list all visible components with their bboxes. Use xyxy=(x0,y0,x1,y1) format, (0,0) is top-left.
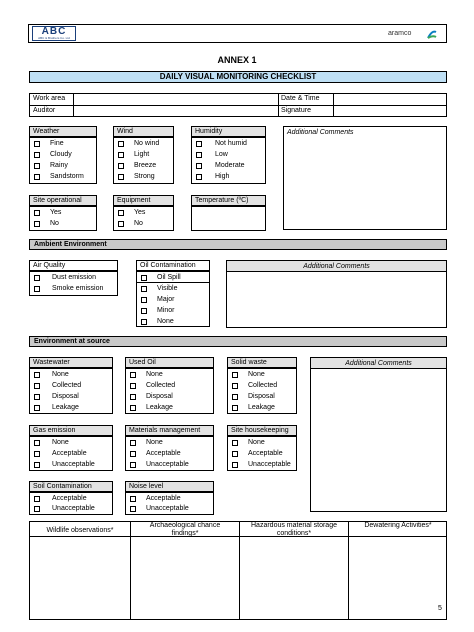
dewatering-activities-field[interactable] xyxy=(349,537,446,619)
smoke-emission-checkbox[interactable] xyxy=(34,286,40,292)
auditor-label: Auditor xyxy=(33,107,56,114)
equipment-group xyxy=(113,206,174,231)
wastewater-group xyxy=(29,368,113,414)
logo-text: ABC xyxy=(41,26,67,37)
wildlife-observations-field[interactable] xyxy=(30,537,130,619)
wind-strong-checkbox[interactable] xyxy=(118,174,124,180)
used-oil-collected-checkbox[interactable] xyxy=(130,383,136,389)
oil-spill-label: Oil Spill xyxy=(157,274,181,281)
used-oil-disposal-label: Disposal xyxy=(146,393,173,400)
humidity-high-checkbox[interactable] xyxy=(196,174,202,180)
smoke-emission-label: Smoke emission xyxy=(52,285,104,292)
gas-unacceptable-checkbox[interactable] xyxy=(34,462,40,468)
soil-unacceptable-label: Unacceptable xyxy=(52,505,95,512)
housekeeping-none-checkbox[interactable] xyxy=(232,440,238,446)
additional-comments-weather[interactable] xyxy=(283,126,447,230)
materials-acceptable-label: Acceptable xyxy=(146,450,181,457)
wastewater-header: Wastewater xyxy=(29,357,113,368)
materials-unacceptable-label: Unacceptable xyxy=(146,461,189,468)
work-area-field[interactable] xyxy=(74,94,278,105)
site-operational-header: Site operational xyxy=(29,195,97,206)
humidity-low-label: Low xyxy=(215,151,228,158)
solid-waste-disposal-label: Disposal xyxy=(248,393,275,400)
materials-management-group xyxy=(125,436,214,471)
materials-none-checkbox[interactable] xyxy=(130,440,136,446)
page-header xyxy=(28,24,447,43)
oil-major-label: Major xyxy=(157,296,175,303)
humidity-moderate-checkbox[interactable] xyxy=(196,163,202,169)
used-oil-disposal-checkbox[interactable] xyxy=(130,394,136,400)
auditor-field[interactable] xyxy=(74,106,278,117)
weather-fine-checkbox[interactable] xyxy=(34,141,40,147)
wind-group xyxy=(113,137,174,184)
site-operational-no-label: No xyxy=(50,220,59,227)
housekeeping-unacceptable-checkbox[interactable] xyxy=(232,462,238,468)
archaeological-header-line1: Archaeological chance xyxy=(149,522,221,529)
weather-rainy-checkbox[interactable] xyxy=(34,163,40,169)
noise-level-group xyxy=(125,492,214,515)
additional-comments-ambient-label: Additional Comments xyxy=(303,263,370,270)
housekeeping-none-label: None xyxy=(248,439,265,446)
wind-light-checkbox[interactable] xyxy=(118,152,124,158)
oil-contamination-header: Oil Contamination xyxy=(136,260,210,271)
equipment-yes-label: Yes xyxy=(134,209,146,216)
used-oil-group xyxy=(125,368,214,414)
wind-none-checkbox[interactable] xyxy=(118,141,124,147)
air-quality-group xyxy=(29,271,118,296)
wastewater-collected-checkbox[interactable] xyxy=(34,383,40,389)
additional-comments-source-label: Additional Comments xyxy=(345,360,412,367)
humidity-not-humid-label: Not humid xyxy=(215,140,247,147)
wind-header: Wind xyxy=(113,126,174,137)
noise-acceptable-label: Acceptable xyxy=(146,495,181,502)
additional-comments-ambient[interactable] xyxy=(226,260,447,328)
weather-sandstorm-checkbox[interactable] xyxy=(34,174,40,180)
materials-unacceptable-checkbox[interactable] xyxy=(130,462,136,468)
oil-minor-checkbox[interactable] xyxy=(141,308,147,314)
soil-contamination-group xyxy=(29,492,113,515)
humidity-moderate-label: Moderate xyxy=(215,162,245,169)
solid-waste-group xyxy=(227,368,297,414)
oil-major-checkbox[interactable] xyxy=(141,297,147,303)
oil-minor-label: Minor xyxy=(157,307,175,314)
equipment-yes-checkbox[interactable] xyxy=(118,210,124,216)
humidity-header: Humidity xyxy=(191,126,266,137)
solid-waste-none-label: None xyxy=(248,371,265,378)
gas-none-checkbox[interactable] xyxy=(34,440,40,446)
archaeological-findings-field[interactable] xyxy=(131,537,239,619)
site-operational-yes-label: Yes xyxy=(50,209,62,216)
gas-acceptable-checkbox[interactable] xyxy=(34,451,40,457)
equipment-no-label: No xyxy=(134,220,143,227)
brand-name: aramco xyxy=(388,30,412,37)
temperature-field[interactable] xyxy=(191,206,266,231)
hazardous-storage-header-line2: conditions* xyxy=(276,530,312,537)
site-housekeeping-group xyxy=(227,436,297,471)
weather-header: Weather xyxy=(29,126,97,137)
equipment-header: Equipment xyxy=(113,195,174,206)
gas-acceptable-label: Acceptable xyxy=(52,450,87,457)
company-logo xyxy=(32,26,76,41)
solid-waste-none-checkbox[interactable] xyxy=(232,372,238,378)
used-oil-leakage-label: Leakage xyxy=(146,404,173,411)
humidity-high-label: High xyxy=(215,173,230,180)
archaeological-header-line2: findings* xyxy=(171,530,199,537)
solid-waste-collected-label: Collected xyxy=(248,382,278,389)
weather-sandstorm-label: Sandstorm xyxy=(50,173,84,180)
solid-waste-disposal-checkbox[interactable] xyxy=(232,394,238,400)
materials-acceptable-checkbox[interactable] xyxy=(130,451,136,457)
wastewater-disposal-checkbox[interactable] xyxy=(34,394,40,400)
solid-waste-collected-checkbox[interactable] xyxy=(232,383,238,389)
oil-spill-checkbox[interactable] xyxy=(141,275,147,281)
solid-waste-leakage-checkbox[interactable] xyxy=(232,405,238,411)
weather-cloudy-label: Cloudy xyxy=(50,151,72,158)
site-operational-no-checkbox[interactable] xyxy=(34,221,40,227)
wind-breeze-label: Breeze xyxy=(134,162,157,169)
dust-emission-label: Dust emission xyxy=(52,274,96,281)
humidity-group xyxy=(191,137,266,184)
oil-contamination-group xyxy=(136,271,210,327)
humidity-low-checkbox[interactable] xyxy=(196,152,202,158)
wastewater-none-label: None xyxy=(52,371,69,378)
housekeeping-unacceptable-label: Unacceptable xyxy=(248,461,291,468)
brand-logo-icon xyxy=(426,27,438,39)
dust-emission-checkbox[interactable] xyxy=(34,275,40,281)
wastewater-leakage-label: Leakage xyxy=(52,404,79,411)
info-col-divider-2 xyxy=(278,93,279,117)
hazardous-storage-header-line1: Hazardous material storage xyxy=(251,522,337,529)
site-operational-yes-checkbox[interactable] xyxy=(34,210,40,216)
used-oil-none-checkbox[interactable] xyxy=(130,372,136,378)
ambient-environment-bar: Ambient Environment xyxy=(29,239,447,250)
date-time-field[interactable] xyxy=(334,94,447,105)
used-oil-leakage-checkbox[interactable] xyxy=(130,405,136,411)
gas-emission-header: Gas emission xyxy=(29,425,113,436)
weather-group xyxy=(29,137,97,184)
wastewater-none-checkbox[interactable] xyxy=(34,372,40,378)
annex-heading: ANNEX 1 xyxy=(217,55,257,65)
weather-cloudy-checkbox[interactable] xyxy=(34,152,40,158)
noise-level-header: Noise level xyxy=(125,481,214,492)
environment-at-source-bar: Environment at source xyxy=(29,336,447,347)
oil-none-checkbox[interactable] xyxy=(141,319,147,325)
soil-acceptable-label: Acceptable xyxy=(52,495,87,502)
soil-acceptable-checkbox[interactable] xyxy=(34,496,40,502)
weather-fine-label: Fine xyxy=(50,140,64,147)
signature-label: Signature xyxy=(281,107,311,114)
noise-unacceptable-checkbox[interactable] xyxy=(130,506,136,512)
solid-waste-leakage-label: Leakage xyxy=(248,404,275,411)
humidity-not-humid-checkbox[interactable] xyxy=(196,141,202,147)
wind-breeze-checkbox[interactable] xyxy=(118,163,124,169)
date-time-label: Date & Time xyxy=(281,95,320,102)
wildlife-observations-header: Wildlife observations* xyxy=(46,527,114,534)
checklist-title: DAILY VISUAL MONITORING CHECKLIST xyxy=(159,72,317,81)
gas-unacceptable-label: Unacceptable xyxy=(52,461,95,468)
used-oil-header: Used Oil xyxy=(125,357,214,368)
used-oil-collected-label: Collected xyxy=(146,382,176,389)
temperature-header: Temperature (ºC) xyxy=(191,195,266,206)
gas-emission-group xyxy=(29,436,113,471)
materials-management-header: Materials management xyxy=(125,425,214,436)
weather-rainy-label: Rainy xyxy=(50,162,68,169)
equipment-no-checkbox[interactable] xyxy=(118,221,124,227)
air-quality-header: Air Quality xyxy=(29,260,118,271)
site-housekeeping-header: Site housekeeping xyxy=(227,425,297,436)
site-operational-group xyxy=(29,206,97,231)
noise-acceptable-checkbox[interactable] xyxy=(130,496,136,502)
work-area-label: Work area xyxy=(33,95,66,102)
logo-subtext: ABC & Brothers Co. Ltd xyxy=(38,36,70,40)
soil-unacceptable-checkbox[interactable] xyxy=(34,506,40,512)
housekeeping-acceptable-checkbox[interactable] xyxy=(232,451,238,457)
gas-none-label: None xyxy=(52,439,69,446)
wind-strong-label: Strong xyxy=(134,173,155,180)
additional-comments-weather-label: Additional Comments xyxy=(287,129,354,136)
oil-visible-checkbox[interactable] xyxy=(141,286,147,292)
wind-light-label: Light xyxy=(134,151,150,158)
used-oil-none-label: None xyxy=(146,371,163,378)
oil-none-label: None xyxy=(157,318,174,325)
materials-none-label: None xyxy=(146,439,163,446)
noise-unacceptable-label: Unacceptable xyxy=(146,505,189,512)
soil-contamination-header: Soil Contamination xyxy=(29,481,113,492)
wastewater-disposal-label: Disposal xyxy=(52,393,79,400)
wastewater-collected-label: Collected xyxy=(52,382,82,389)
wastewater-leakage-checkbox[interactable] xyxy=(34,405,40,411)
signature-field[interactable] xyxy=(334,106,447,117)
additional-comments-source[interactable] xyxy=(310,357,447,512)
dewatering-activities-header: Dewatering Activities* xyxy=(364,522,432,529)
hazardous-storage-field[interactable] xyxy=(240,537,348,619)
oil-visible-label: Visible xyxy=(157,285,178,292)
page-number: 5 xyxy=(438,605,442,612)
housekeeping-acceptable-label: Acceptable xyxy=(248,450,283,457)
wind-none-label: No wind xyxy=(134,140,160,147)
solid-waste-header: Solid waste xyxy=(227,357,297,368)
